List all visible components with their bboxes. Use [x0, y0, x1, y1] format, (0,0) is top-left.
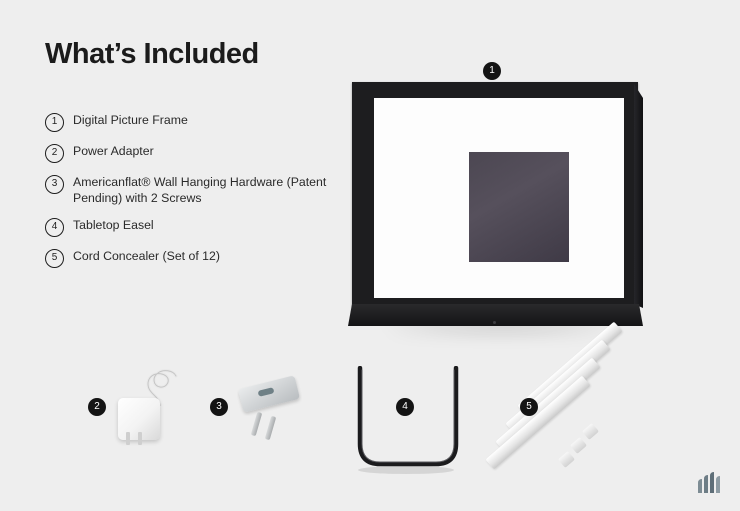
americanflat-logo: [696, 471, 722, 495]
concealer-end-cap: [558, 451, 575, 468]
screw: [265, 416, 276, 440]
frame-white-mat: [374, 98, 624, 298]
frame-sensor-dot: [493, 321, 496, 324]
concealer-end-cap: [570, 437, 587, 454]
list-item-label: Power Adapter: [73, 144, 154, 158]
list-item-number-badge: 3: [45, 175, 64, 194]
tabletop-easel-image: [348, 366, 468, 476]
list-item: [45, 217, 335, 237]
callout-badge-5: 5: [520, 398, 538, 416]
list-item: [45, 248, 335, 268]
prong: [126, 432, 130, 445]
digital-picture-frame-image: [348, 82, 648, 342]
callout-badge-1: 1: [483, 62, 501, 80]
cord-concealer-image: [480, 340, 660, 485]
list-item-number-badge: 2: [45, 144, 64, 163]
frame-right-bevel: [634, 84, 643, 308]
list-item: [45, 174, 335, 206]
list-item-label: Cord Concealer (Set of 12): [73, 249, 220, 263]
concealer-end-cap: [582, 423, 599, 440]
list-item-number-badge: 5: [45, 249, 64, 268]
frame-outer-border: [352, 82, 638, 316]
wall-hanging-hardware-image: [236, 380, 306, 450]
callout-badge-4: 4: [396, 398, 414, 416]
power-adapter-image: [112, 362, 192, 442]
adapter-plug-prongs: [124, 432, 152, 446]
list-item: [45, 143, 335, 163]
frame-display-screen: [469, 152, 569, 262]
list-item-number-badge: 1: [45, 113, 64, 132]
list-item-label: Tabletop Easel: [73, 218, 154, 232]
list-item-label: Americanflat® Wall Hanging Hardware (Patent Pending) with 2 Screws: [73, 175, 327, 205]
callout-badge-3: 3: [210, 398, 228, 416]
page-title: What’s Included: [45, 38, 259, 70]
included-items-list: [45, 112, 335, 279]
callout-badge-2: 2: [88, 398, 106, 416]
screw: [251, 412, 262, 436]
prong: [138, 432, 142, 445]
easel-wire-icon: [348, 366, 468, 476]
list-item: [45, 112, 335, 132]
list-item-number-badge: 4: [45, 218, 64, 237]
list-item-label: Digital Picture Frame: [73, 113, 188, 127]
